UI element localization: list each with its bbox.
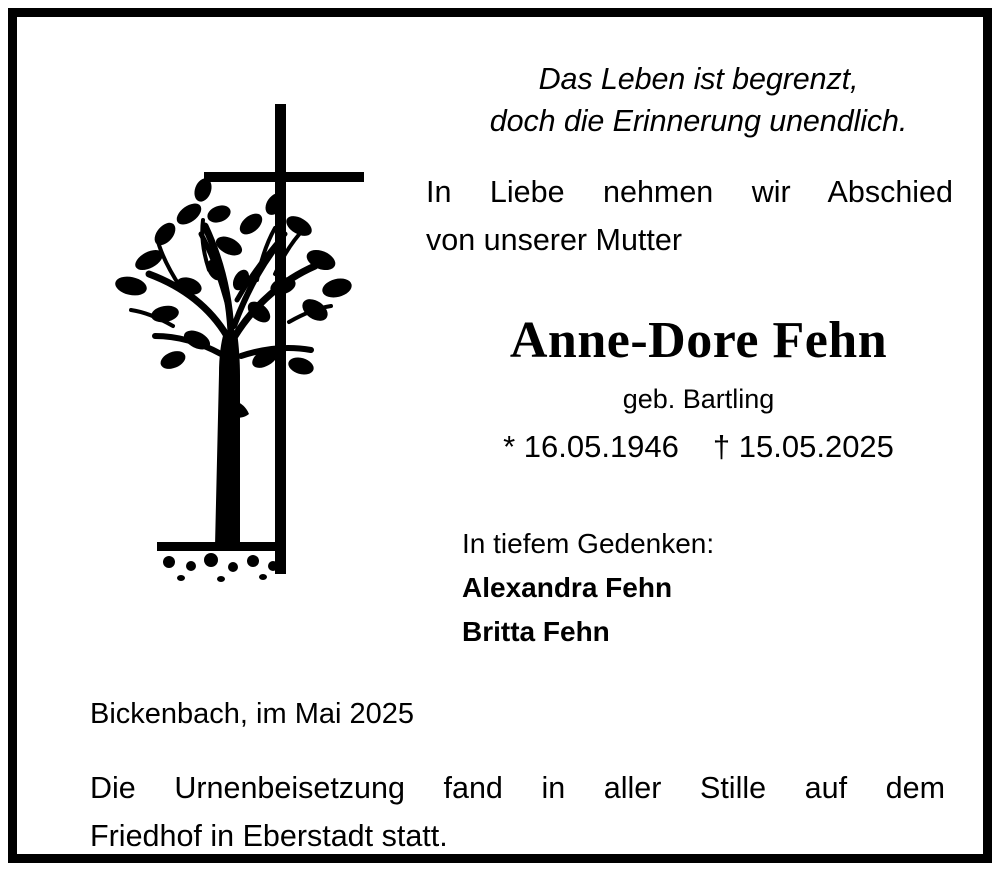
notice-content [34,34,1000,871]
memorial-block [462,522,971,654]
motto-line-1: Das Leben ist begrenzt, [538,62,859,96]
lead-text [426,168,953,264]
motto-line-2: doch die Erinnerung unendlich. [489,104,908,138]
notice-border [8,8,992,863]
notice-footer [90,694,970,860]
place-and-date: Bickenbach, im Mai 2025 [90,698,414,730]
deceased-name: Anne-Dore Fehn [509,312,888,369]
closing-line-1: Die Urnenbeisetzung fand in aller Stille auf dem [90,771,945,805]
mourner-name: Britta Fehn [462,616,610,647]
memorial-heading: In tiefem Gedenken: [462,528,715,559]
birth-date: * 16.05.1946 [503,429,679,464]
lead-line-1: In Liebe nehmen wir Abschied [426,175,953,209]
notice-text-column [426,58,971,654]
lead-line-2: von unserer Mutter [426,223,682,257]
mourner-name: Alexandra Fehn [462,572,673,603]
closing-text [90,764,945,860]
closing-line-2: Friedhof in Eberstadt statt. [90,819,448,853]
deceased-dates [426,428,971,466]
death-date: † 15.05.2025 [712,429,894,464]
deceased-maiden-name: geb. Bartling [622,384,775,414]
motto [426,58,971,142]
tree-and-cross-emblem [69,74,389,594]
